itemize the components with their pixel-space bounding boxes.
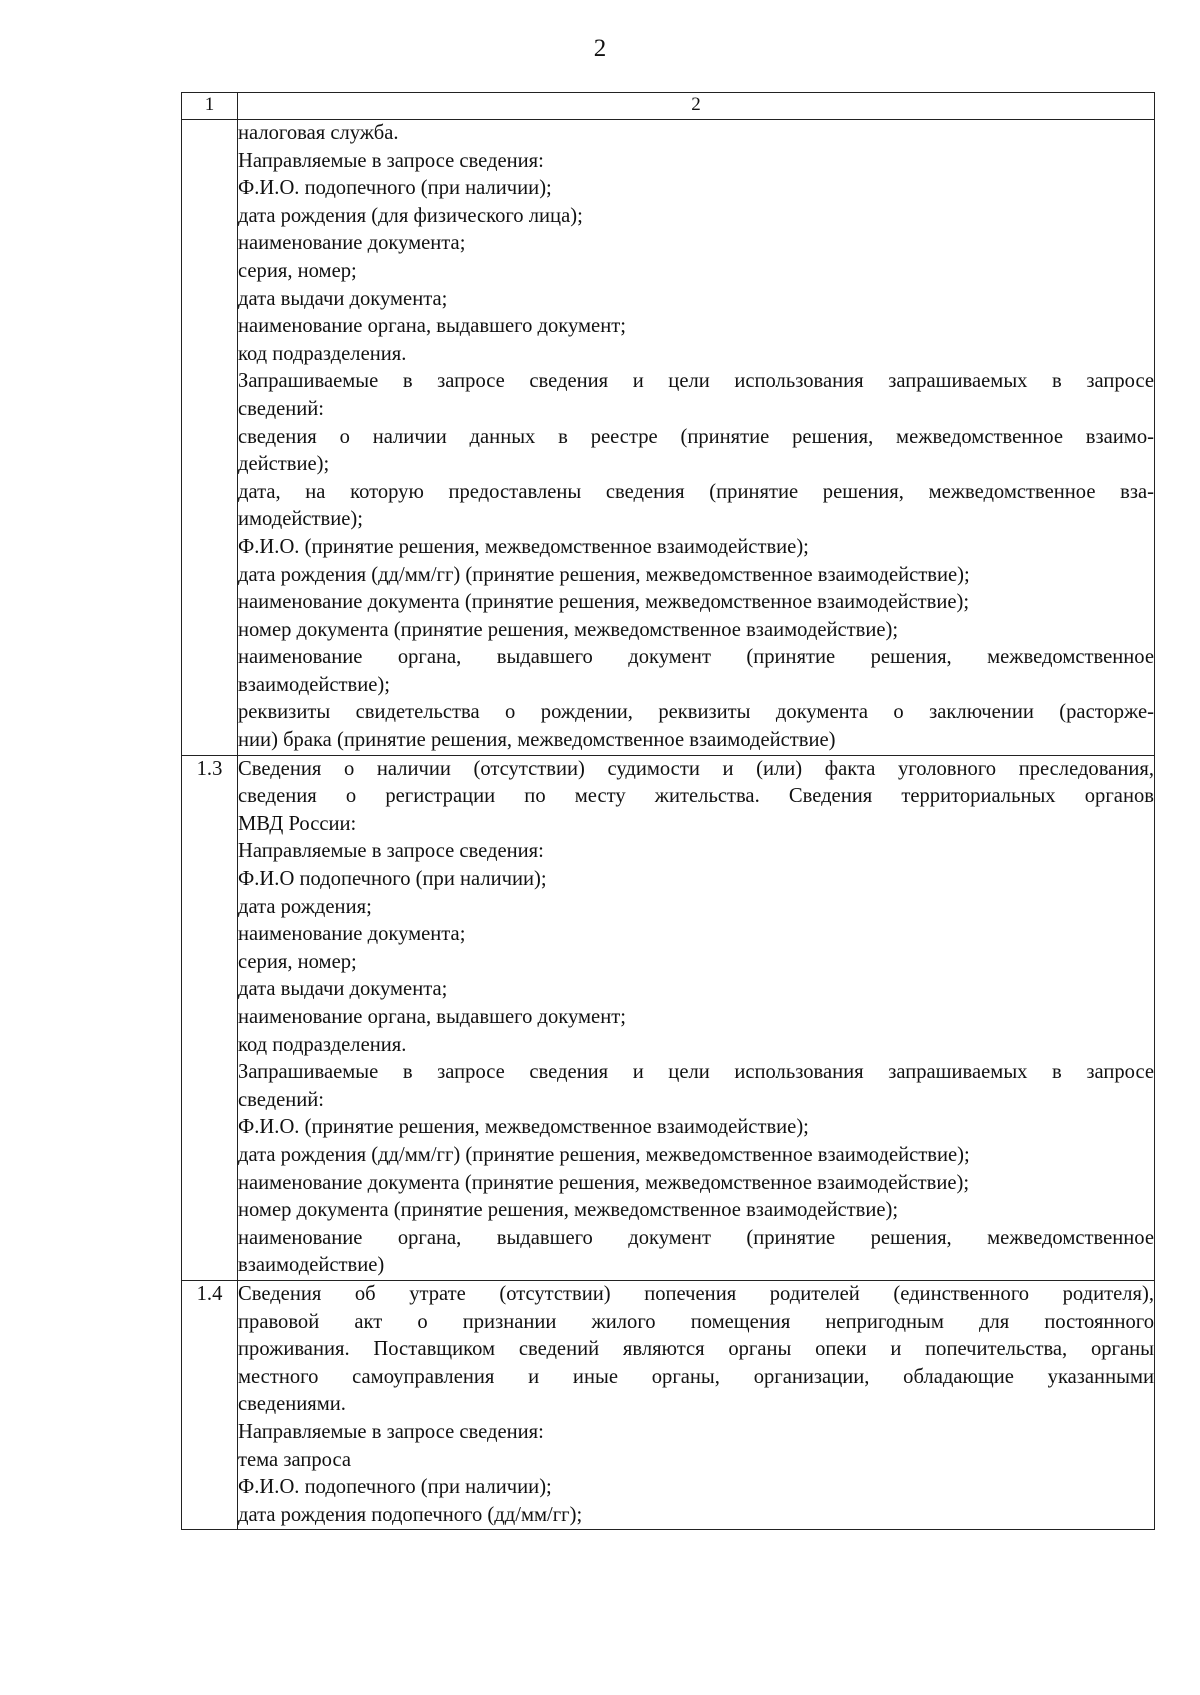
text-line: наименование органа, выдавшего документ; bbox=[238, 315, 626, 338]
text-line: имодействие); bbox=[238, 508, 364, 531]
text-line: взаимодействие); bbox=[238, 673, 390, 696]
text-line: Ф.И.О. подопечного (при наличии); bbox=[238, 1476, 552, 1499]
text-line: местного самоуправления и иные органы, организации, обладающие указанными bbox=[238, 1365, 1154, 1388]
text-line: наименование документа (принятие решения, межведомственное взаимодействие); bbox=[238, 591, 970, 614]
text-line: наименование документа; bbox=[238, 232, 466, 255]
text-line: нии) брака (принятие решения, межведомственное взаимодействие) bbox=[238, 729, 836, 752]
text-line: действие); bbox=[238, 453, 330, 476]
text-line: номер документа (принятие решения, межведомственное взаимодействие); bbox=[238, 1199, 899, 1222]
text-line: тема запроса bbox=[238, 1448, 351, 1471]
text-line: Ф.И.О подопечного (при наличии); bbox=[238, 868, 547, 891]
table-row bbox=[182, 1280, 1155, 1529]
row-content bbox=[238, 1280, 1155, 1529]
text-line: дата выдачи документа; bbox=[238, 978, 448, 1001]
text-line: дата рождения; bbox=[238, 895, 372, 918]
row-number: 1.3 bbox=[182, 755, 238, 1280]
text-line: Ф.И.О. подопечного (при наличии); bbox=[238, 177, 552, 200]
table-header-row bbox=[182, 93, 1155, 120]
text-line: МВД России: bbox=[238, 812, 357, 835]
text-line: Сведения о наличии (отсутствии) судимости и (или) факта уголовного преследования, bbox=[238, 757, 1154, 780]
text-line: сведений: bbox=[238, 1088, 325, 1111]
text-line: серия, номер; bbox=[238, 950, 357, 973]
text-line: код подразделения. bbox=[238, 342, 407, 365]
header-col-1: 1 bbox=[182, 93, 238, 120]
table-row bbox=[182, 120, 1155, 756]
text-line: наименование органа, выдавшего документ (принятие решения, межведомственное bbox=[238, 646, 1154, 669]
text-line: дата рождения подопечного (дд/мм/гг); bbox=[238, 1503, 583, 1526]
text-line: серия, номер; bbox=[238, 259, 357, 282]
text-line: взаимодействие) bbox=[238, 1254, 385, 1277]
text-line: налоговая служба. bbox=[238, 122, 399, 144]
text-line: Направляемые в запросе сведения: bbox=[238, 1420, 544, 1443]
text-line: наименование органа, выдавшего документ (принятие решения, межведомственное bbox=[238, 1226, 1154, 1249]
text-line: номер документа (принятие решения, межведомственное взаимодействие); bbox=[238, 618, 899, 641]
text-line: Запрашиваемые в запросе сведения и цели использования запрашиваемых в запросе bbox=[238, 1061, 1154, 1084]
row-content bbox=[238, 120, 1155, 756]
text-line: дата рождения (дд/мм/гг) (принятие решения, межведомственное взаимодействие); bbox=[238, 563, 970, 586]
text-line: наименование документа (принятие решения, межведомственное взаимодействие); bbox=[238, 1171, 970, 1194]
text-line: Запрашиваемые в запросе сведения и цели использования запрашиваемых в запросе bbox=[238, 370, 1154, 393]
text-line: дата, на которую предоставлены сведения (принятие решения, межведомственное вза- bbox=[238, 480, 1154, 503]
text-line: наименование органа, выдавшего документ; bbox=[238, 1006, 626, 1028]
text-line: сведениями. bbox=[238, 1393, 346, 1416]
row-number bbox=[182, 120, 238, 756]
text-line: Ф.И.О. (принятие решения, межведомственное взаимодействие); bbox=[238, 1116, 809, 1139]
page-number: 2 bbox=[593, 35, 607, 62]
text-line: реквизиты свидетельства о рождении, реквизиты документа о заключении (расторже- bbox=[238, 701, 1154, 724]
text-line: наименование документа; bbox=[238, 923, 466, 946]
text-line: сведений: bbox=[238, 397, 325, 420]
text-line: код подразделения. bbox=[238, 1033, 407, 1056]
document-table bbox=[181, 92, 1155, 1530]
text-line: дата рождения (дд/мм/гг) (принятие решения, межведомственное взаимодействие); bbox=[238, 1143, 970, 1166]
text-line: Направляемые в запросе сведения: bbox=[238, 149, 544, 172]
text-line: правовой акт о признании жилого помещения непригодным для постоянного bbox=[238, 1310, 1154, 1333]
text-line: проживания. Поставщиком сведений являются органы опеки и попечительства, органы bbox=[238, 1338, 1154, 1361]
header-col-2: 2 bbox=[238, 93, 1155, 120]
text-line: сведения о регистрации по месту жительства. Сведения территориальных органов bbox=[238, 785, 1154, 808]
text-line: дата рождения (для физического лица); bbox=[238, 204, 583, 227]
row-number: 1.4 bbox=[182, 1280, 238, 1529]
text-line: сведения о наличии данных в реестре (принятие решения, межведомственное взаимо- bbox=[238, 425, 1154, 448]
text-line: Направляемые в запросе сведения: bbox=[238, 840, 544, 863]
table-row bbox=[182, 755, 1155, 1280]
text-line: Ф.И.О. (принятие решения, межведомственное взаимодействие); bbox=[238, 535, 809, 558]
row-content bbox=[238, 755, 1155, 1280]
text-line: Сведения об утрате (отсутствии) попечения родителей (единственного родителя), bbox=[238, 1282, 1154, 1305]
text-line: дата выдачи документа; bbox=[238, 287, 448, 310]
